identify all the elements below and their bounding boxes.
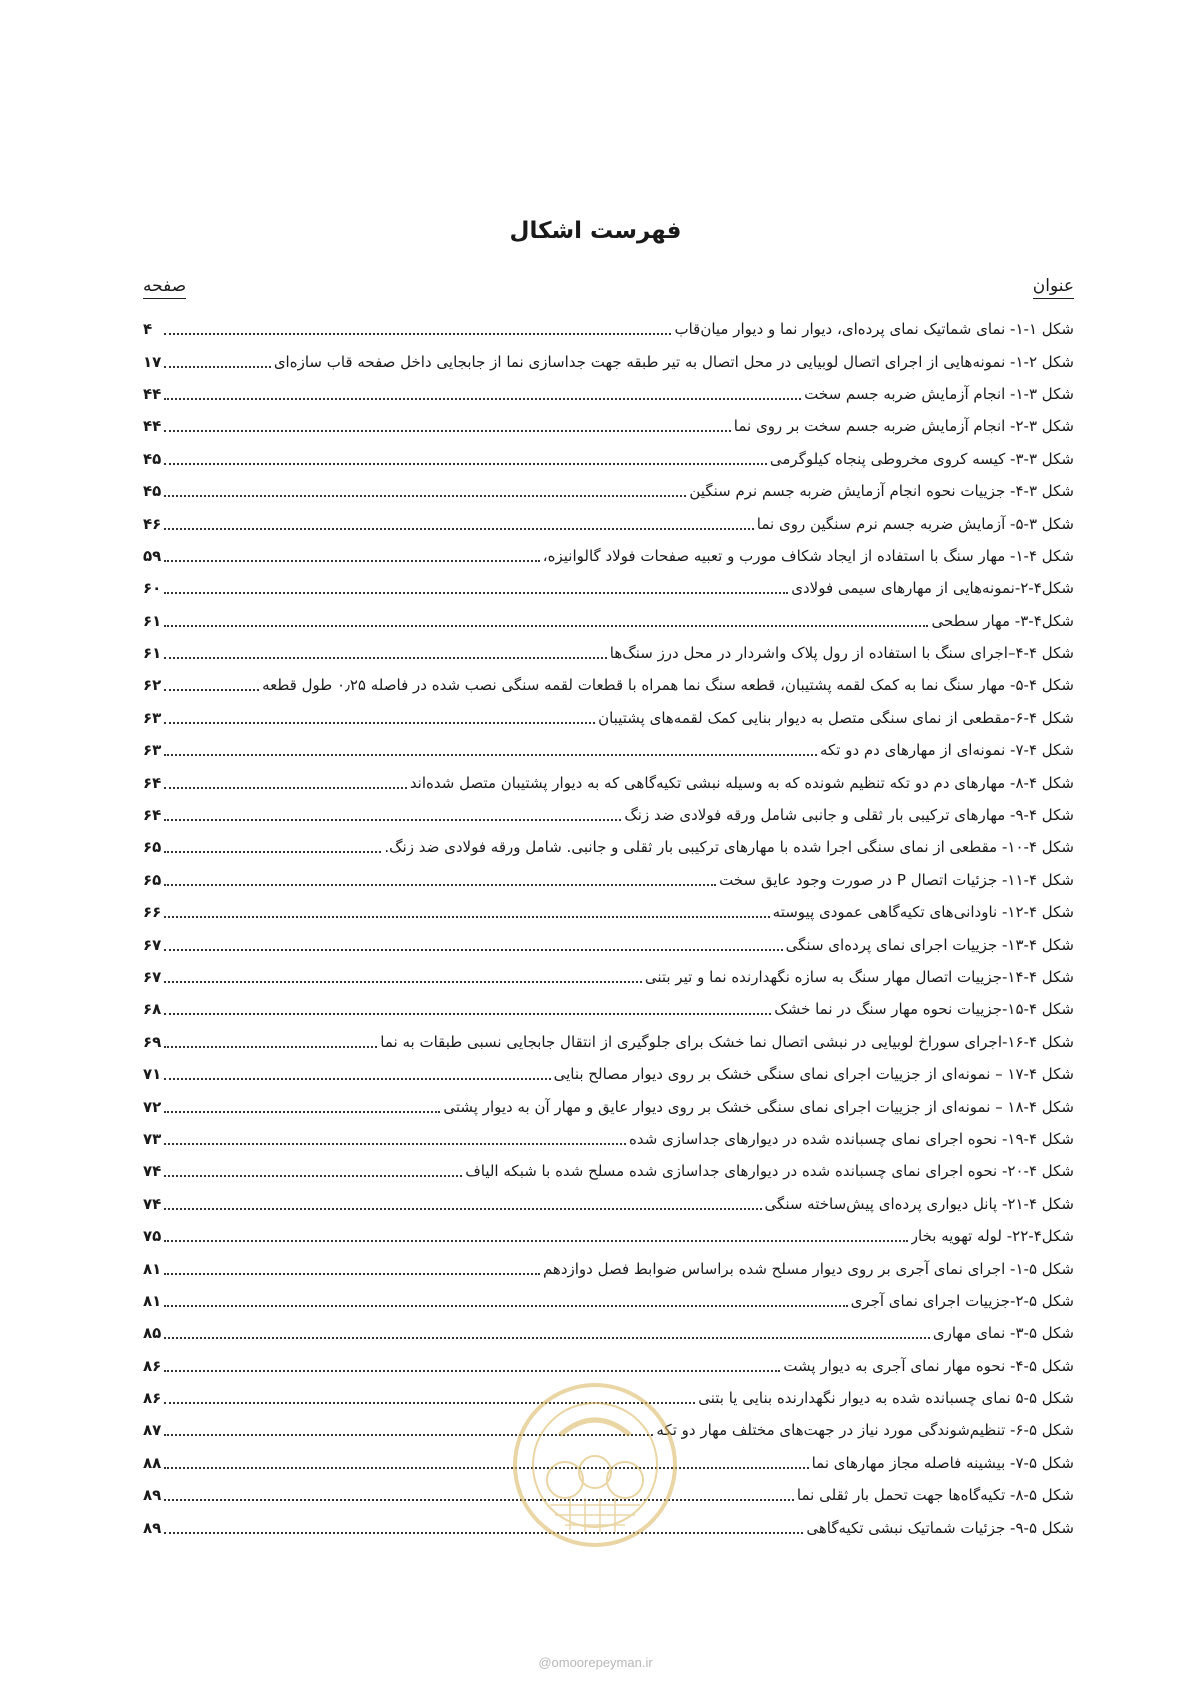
column-header-title: عنوان [1033,276,1074,299]
toc-entry-title: شکل۴-۲۲- لوله تهویه بخار [910,1227,1074,1246]
toc-entry [143,1090,1074,1122]
page-title: فهرست اشکال [509,218,682,244]
toc-entry-title: شکل ۵-۵ نمای چسبانده شده به دیوار نگهدارنده بنایی یا بتنی [698,1389,1074,1408]
dot-leader [164,398,801,400]
toc-entry-page-number: ۸۶ [143,1356,162,1375]
dot-leader [164,981,642,983]
dot-leader [164,1013,771,1015]
toc-entry-title: شکل ۴-۵- مهار سنگ نما به کمک لقمه پشتیبان، قطعه سنگ نما همراه با قطعات لقمه سنگی نصب شده در فاصله ۰٫۲۵ طول قطعه [262,676,1074,695]
toc-entry-title: شکل ۴-۱۶-اجرای سوراخ لوبیایی در نبشی اتصال نما خشک برای جلوگیری از انتقال جابجایی نسبی طبقات به نما [380,1032,1074,1051]
toc-entry-page-number: ۴ [143,320,153,339]
toc-entry-page-number: ۸۱ [143,1259,162,1278]
dot-leader [164,1208,761,1210]
toc-entry-title: شکل ۴-۱۵-جزییات نحوه مهار سنگ در نما خشک [774,1000,1074,1019]
toc-entry [143,896,1074,928]
toc-entry [143,1252,1074,1284]
toc-entry-page-number: ۶۴ [143,773,162,792]
toc-entry [143,475,1074,507]
dot-leader [164,884,716,886]
gear-seal-logo-icon [510,1380,680,1550]
toc-entry-page-number: ۸۵ [143,1324,162,1343]
dot-leader [164,689,259,691]
dot-leader [164,916,769,918]
toc-entry [143,1220,1074,1252]
toc-entry [143,669,1074,701]
toc-entry-page-number: ۶۳ [143,741,162,760]
toc-entry-page-number: ۷۳ [143,1129,162,1148]
toc-entry-title: شکل ۴-۱۸ – نمونه‌ای از جزییات اجرای نمای سنگی خشک بر روی دیوار عایق و مهار آن به دیوار پشتی [443,1097,1074,1116]
dot-leader [164,1532,803,1534]
toc-entry-page-number: ۷۱ [143,1065,162,1084]
toc-entry-page-number: ۶۱ [143,644,162,663]
toc-entry-page-number: ۶۸ [143,1000,162,1019]
toc-entry [143,637,1074,669]
toc-entry-page-number: ۷۴ [143,1162,162,1181]
dot-leader [164,851,381,853]
toc-entry [143,1123,1074,1155]
toc-entry [143,961,1074,993]
toc-entry-page-number: ۶۳ [143,708,162,727]
figure-list [143,313,1074,1544]
dot-leader [164,463,767,465]
dot-leader [164,657,606,659]
toc-entry-title: شکل ۴-۲۱- پانل دیواری پرده‌ای پیش‌ساخته سنگی [764,1194,1074,1213]
dot-leader [164,495,686,497]
toc-entry-page-number: ۶۵ [143,838,162,857]
toc-entry-title: شکل ۴-۱۷ – نمونه‌ای از جزییات اجرای نمای سنگی خشک بر روی دیوار مصالح بنایی [553,1065,1074,1084]
toc-entry [143,345,1074,377]
toc-entry-title: شکل ۳-۴- جزییات نحوه انجام آزمایش ضربه جسم نرم سنگین [689,482,1074,501]
toc-entry [143,702,1074,734]
toc-entry-title: شکل ۵-۱- اجرای نمای آجری بر روی دیوار مسلح شده براساس ضوابط فصل دوازدهم [542,1259,1074,1278]
dot-leader [164,1337,930,1339]
toc-entry-page-number: ۶۵ [143,870,162,889]
toc-entry-title: شکل ۵-۲-جزییات اجرای نمای آجری [850,1291,1074,1310]
toc-entry-title: شکل ۳-۲- انجام آزمایش ضربه جسم سخت بر روی نما [733,417,1074,436]
toc-entry-page-number: ۶۴ [143,806,162,825]
toc-entry [143,831,1074,863]
toc-entry [143,1350,1074,1382]
toc-entry [143,799,1074,831]
toc-entry-page-number: ۸۶ [143,1389,162,1408]
toc-entry [143,410,1074,442]
toc-entry-title: شکل ۵-۹- جزئیات شماتیک نبشی تکیه‌گاهی [806,1518,1074,1537]
toc-entry-title: شکل ۴-۶-مقطعی از نمای سنگی متصل به دیوار بنایی کمک لقمه‌های پشتیبان [598,708,1074,727]
toc-entry-title: شکل ۲-۱- نمونه‌هایی از اجرای اتصال لوبیایی در محل اتصال به تیر طبقه جهت جداسازی نما از جابجایی داخل صفحه قاب سازه‌ای [273,352,1074,371]
dot-leader [164,1046,377,1048]
toc-entry-title: شکل ۴-۲۰- نحوه اجرای نمای چسبانده شده در دیوارهای جداسازی شده مسلح شده با شبکه الیاف [465,1162,1074,1181]
toc-entry [143,1155,1074,1187]
toc-entry-title: شکل ۴-۱۲- ناودانی‌های تکیه‌گاهی عمودی پیوسته [772,903,1074,922]
toc-entry-title: شکل ۳-۳- کیسه کروی مخروطی پنجاه کیلوگرمی [769,449,1074,468]
toc-entry-title: شکل ۵-۳- نمای مهاری [932,1324,1074,1343]
toc-entry-title: شکل ۴-۱۴-جزییات اتصال مهار سنگ به سازه نگهدارنده نما و تیر بتنی [644,968,1074,986]
toc-entry-page-number: ۶۲ [143,676,162,695]
dot-leader [164,1370,780,1372]
dot-leader [164,949,782,951]
dot-leader [164,1273,540,1275]
dot-leader [164,333,671,335]
toc-entry-title: شکل ۴-۴–اجرای سنگ با استفاده از رول پلاک واشردار در محل درز سنگ‌ها [609,644,1074,663]
dot-leader [164,1240,907,1242]
toc-entry-page-number: ۱۷ [143,352,162,371]
dot-leader [164,1467,808,1469]
toc-entry [143,864,1074,896]
toc-entry-page-number: ۸۸ [143,1453,162,1472]
toc-entry-page-number: ۷۲ [143,1097,162,1116]
dot-leader [164,430,730,432]
toc-entry-title: شکل ۴-۱۰- مقطعی از نمای سنگی اجرا شده با مهارهای ترکیبی بار ثقلی و جانبی. شامل ورقه فولادی ضد زنگ. [384,838,1074,857]
dot-leader [164,1305,847,1307]
toc-entry-page-number: ۸۹ [143,1518,162,1537]
toc-entry-title: شکل ۴-۱۳- جزییات اجرای نمای پرده‌ای سنگی [785,935,1074,954]
toc-entry-page-number: ۸۷ [143,1421,162,1440]
toc-entry-title: شکل۴-۲-نمونه‌هایی از مهارهای سیمی فولادی [791,579,1074,598]
toc-entry-page-number: ۶۱ [143,611,162,630]
toc-entry [143,1317,1074,1349]
toc-entry-page-number: ۴۴ [143,384,162,403]
dot-leader [164,787,407,789]
toc-entry-page-number: ۵۹ [143,546,162,565]
toc-entry [143,443,1074,475]
toc-entry-page-number: ۶۷ [143,968,162,986]
dot-leader [164,625,928,627]
toc-entry-page-number: ۴۶ [143,514,162,533]
toc-entry [143,313,1074,345]
site-watermark-text: @omoorepeyman.ir [538,1655,653,1670]
toc-entry-title: شکل ۳-۱- انجام آزمایش ضربه جسم سخت [804,384,1074,403]
toc-entry [143,993,1074,1025]
toc-entry [143,1285,1074,1317]
toc-entry-page-number: ۴۵ [143,449,162,468]
toc-entry-title: شکل ۳-۵- آزمایش ضربه جسم نرم سنگین روی نما [756,514,1074,533]
toc-entry-title: شکل ۵-۷- بیشینه فاصله مجاز مهارهای نما [811,1453,1074,1472]
dot-leader [164,1143,626,1145]
toc-entry [143,1026,1074,1058]
toc-entry [143,605,1074,637]
dot-leader [164,528,753,530]
dot-leader [164,754,817,756]
toc-entry-page-number: ۶۶ [143,903,162,922]
toc-entry-page-number: ۷۵ [143,1227,162,1246]
toc-entry [143,928,1074,960]
toc-entry-title: شکل ۵-۴- نحوه مهار نمای آجری به دیوار پشت [783,1356,1074,1375]
dot-leader [164,592,788,594]
column-header-page: صفحه [143,276,186,299]
dot-leader [164,1175,462,1177]
toc-entry-page-number: ۴۵ [143,482,162,501]
toc-entry [143,378,1074,410]
toc-entry [143,734,1074,766]
toc-entry-title: شکل ۱-۱- نمای شماتیک نمای پرده‌ای، دیوار نما و دیوار میان‌قاب [674,320,1074,339]
toc-entry-title: شکل ۴-۷- نمونه‌ای از مهارهای دم دو تکه [819,741,1074,760]
toc-entry-title: شکل ۵-۶- تنظیم‌شوندگی مورد نیاز در جهت‌های مختلف مهار دو تکه [656,1421,1074,1440]
toc-entry-page-number: ۴۴ [143,417,162,436]
toc-entry [143,540,1074,572]
dot-leader [164,366,271,368]
toc-entry-title: شکل ۴-۱۱- جزئیات اتصال P در صورت وجود عایق سخت [719,870,1074,889]
dot-leader [164,722,595,724]
dot-leader [164,819,621,821]
toc-entry [143,572,1074,604]
dot-leader [164,560,539,562]
toc-entry-title: شکل ۵-۸- تکیه‌گاه‌ها جهت تحمل بار ثقلی نما [796,1486,1074,1505]
toc-entry [143,507,1074,539]
toc-entry [143,1188,1074,1220]
toc-entry-title: شکل ۴-۸- مهارهای دم دو تکه تنظیم شونده که به وسیله نبشی تکیه‌گاهی که به دیوار پشتیبان متصل شده‌اند [409,773,1074,792]
toc-entry [143,766,1074,798]
toc-entry-title: شکل۴-۳- مهار سطحی [931,611,1074,630]
toc-entry-page-number: ۶۹ [143,1032,162,1051]
toc-entry-page-number: ۸۱ [143,1291,162,1310]
dot-leader [164,1111,440,1113]
toc-entry-page-number: ۶۷ [143,935,162,954]
toc-entry-title: شکل ۴-۱- مهار سنگ با استفاده از ایجاد شکاف مورب و تعبیه صفحات فولاد گالوانیزه، [542,546,1074,565]
toc-entry-title: شکل ۴-۹- مهارهای ترکیبی بار ثقلی و جانبی شامل ورقه فولادی ضد زنگ [624,806,1074,825]
toc-entry [143,1058,1074,1090]
dot-leader [164,1078,550,1080]
toc-entry-page-number: ۸۹ [143,1486,162,1505]
dot-leader [164,1499,794,1501]
toc-entry-page-number: ۷۴ [143,1194,162,1213]
toc-entry-title: شکل ۴-۱۹- نحوه اجرای نمای چسبانده شده در دیوارهای جداسازی شده [628,1129,1074,1148]
toc-entry-page-number: ۶۰ [143,579,162,598]
